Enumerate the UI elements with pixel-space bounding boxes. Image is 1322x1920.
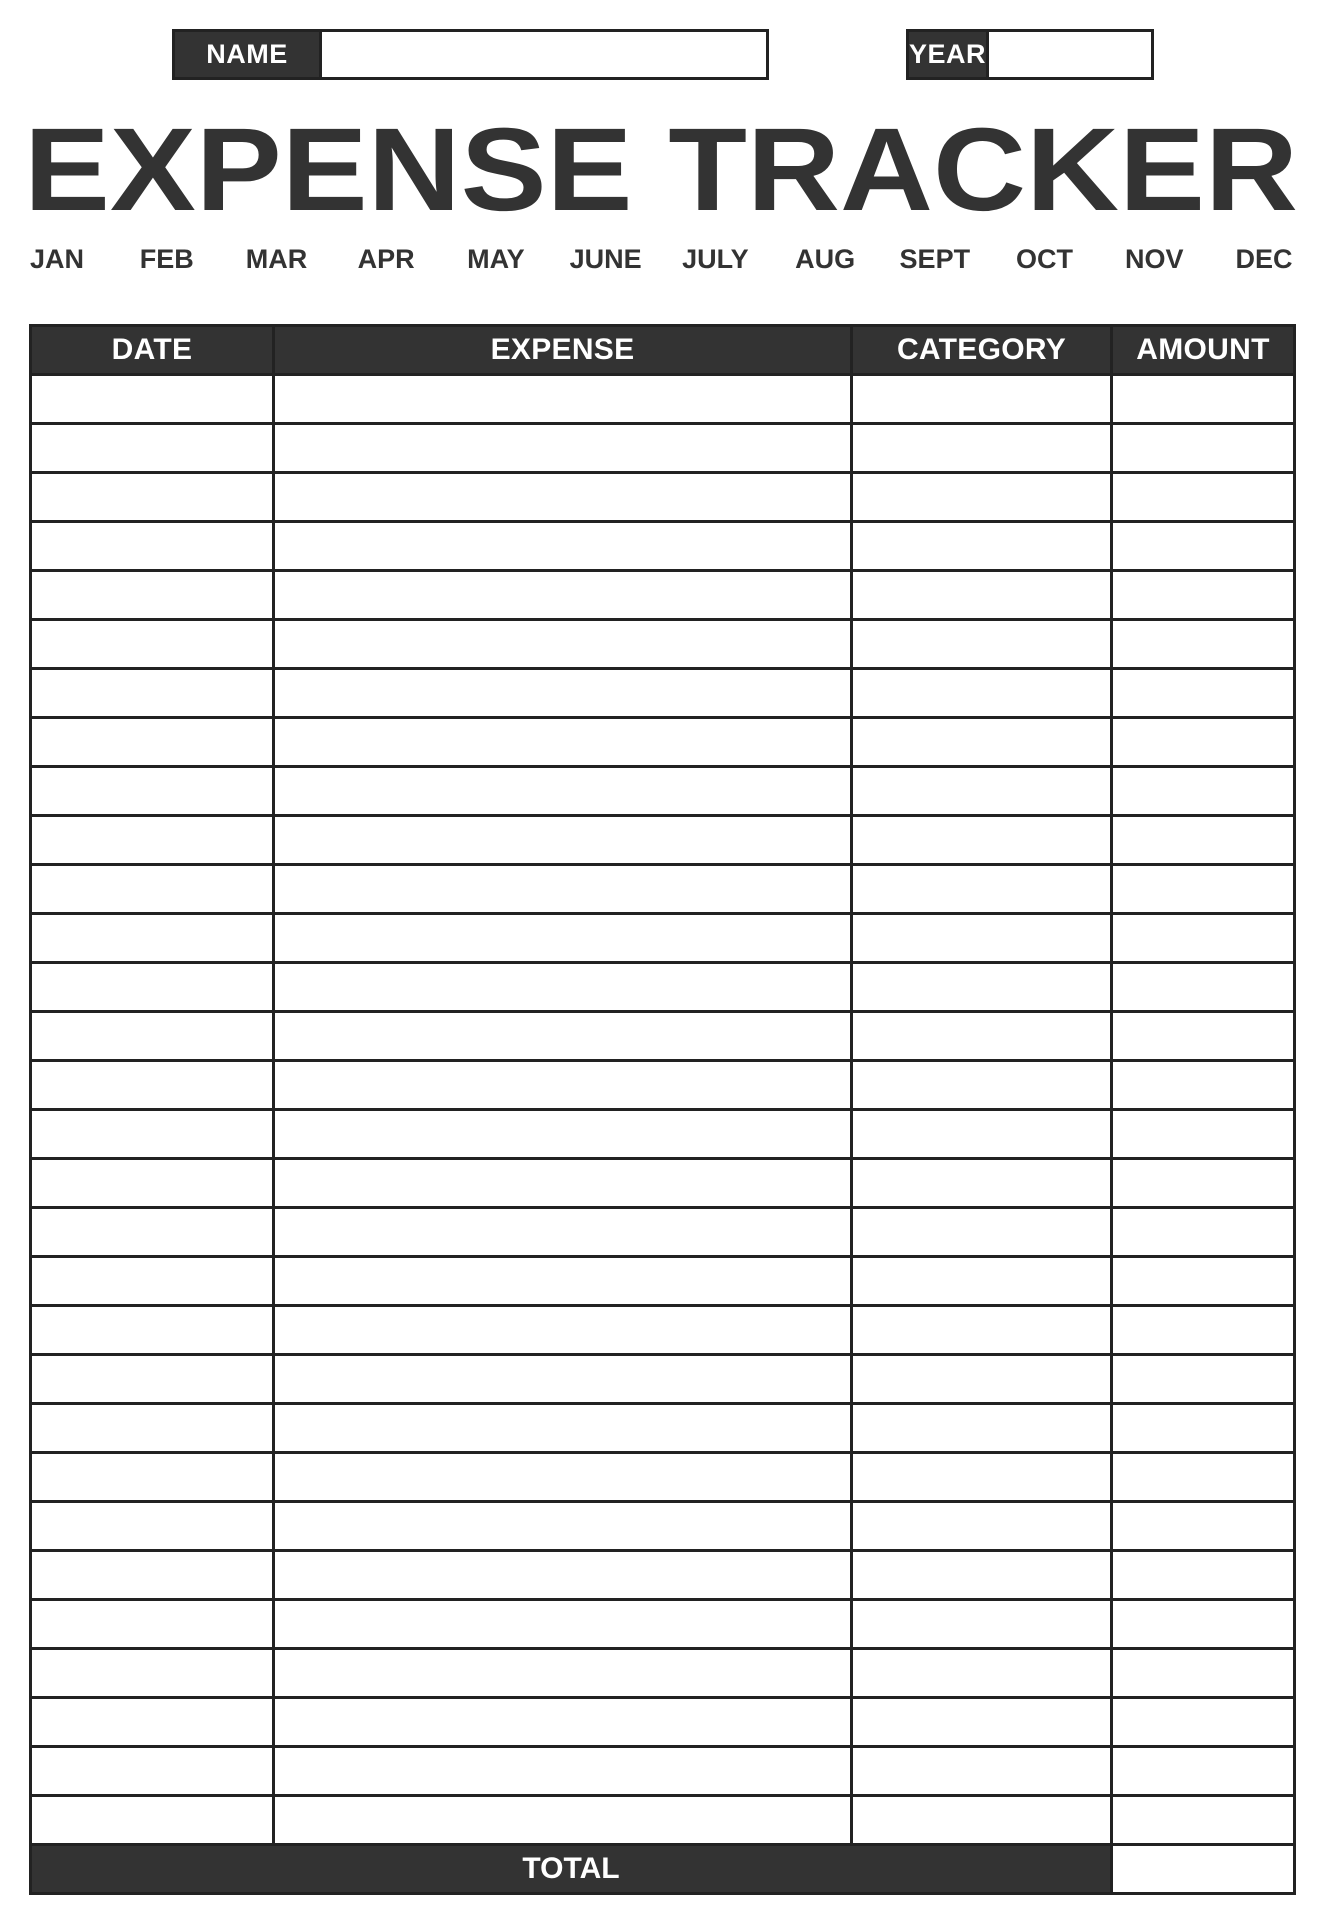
expense-cell[interactable]	[274, 1208, 852, 1257]
amount-cell[interactable]	[1112, 1453, 1295, 1502]
amount-cell[interactable]	[1112, 1306, 1295, 1355]
category-cell[interactable]	[852, 1502, 1112, 1551]
expense-cell[interactable]	[274, 1061, 852, 1110]
month-july[interactable]: JULY	[682, 244, 749, 274]
expense-cell[interactable]	[274, 1796, 852, 1845]
amount-cell[interactable]	[1112, 375, 1295, 424]
table-row	[31, 1649, 1295, 1698]
date-cell[interactable]	[31, 914, 274, 963]
amount-cell[interactable]	[1112, 473, 1295, 522]
category-cell[interactable]	[852, 963, 1112, 1012]
category-cell[interactable]	[852, 1600, 1112, 1649]
table-row	[31, 963, 1295, 1012]
amount-cell[interactable]	[1112, 1159, 1295, 1208]
table-row	[31, 620, 1295, 669]
table-row	[31, 1257, 1295, 1306]
month-june[interactable]: JUNE	[569, 244, 642, 274]
date-cell[interactable]	[31, 1698, 274, 1747]
month-mar[interactable]: MAR	[245, 244, 308, 274]
category-cell[interactable]	[852, 1110, 1112, 1159]
month-selector	[22, 244, 1300, 288]
amount-cell[interactable]	[1112, 669, 1295, 718]
amount-cell[interactable]	[1112, 1551, 1295, 1600]
category-cell[interactable]	[852, 1306, 1112, 1355]
date-cell[interactable]	[31, 1747, 274, 1796]
expense-cell[interactable]	[274, 669, 852, 718]
date-cell[interactable]	[31, 1257, 274, 1306]
expense-cell[interactable]	[274, 522, 852, 571]
category-cell[interactable]	[852, 1257, 1112, 1306]
expense-cell[interactable]	[274, 620, 852, 669]
expense-cell[interactable]	[274, 718, 852, 767]
table-row	[31, 1600, 1295, 1649]
year-field	[906, 29, 1154, 80]
date-cell[interactable]	[31, 1796, 274, 1845]
table-row	[31, 375, 1295, 424]
expense-cell[interactable]	[274, 767, 852, 816]
amount-cell[interactable]	[1112, 1600, 1295, 1649]
month-dec[interactable]: DEC	[1235, 244, 1293, 274]
table-row	[31, 1306, 1295, 1355]
table-row	[31, 1404, 1295, 1453]
table-row	[31, 1110, 1295, 1159]
table-row	[31, 718, 1295, 767]
expense-cell[interactable]	[274, 1306, 852, 1355]
date-cell[interactable]	[31, 1355, 274, 1404]
expense-cell[interactable]	[274, 1698, 852, 1747]
page-title-graphic	[24, 110, 1298, 240]
amount-cell[interactable]	[1112, 1110, 1295, 1159]
name-label: NAME	[175, 32, 322, 77]
category-cell[interactable]	[852, 424, 1112, 473]
amount-cell[interactable]	[1112, 963, 1295, 1012]
category-cell[interactable]	[852, 1061, 1112, 1110]
amount-cell[interactable]	[1112, 914, 1295, 963]
category-cell[interactable]	[852, 767, 1112, 816]
date-cell[interactable]	[31, 473, 274, 522]
date-cell[interactable]	[31, 1061, 274, 1110]
column-header-expense: EXPENSE	[274, 326, 852, 375]
expense-cell[interactable]	[274, 1159, 852, 1208]
amount-cell[interactable]	[1112, 1502, 1295, 1551]
total-row	[31, 1845, 1295, 1894]
table-row	[31, 1747, 1295, 1796]
amount-cell[interactable]	[1112, 1649, 1295, 1698]
expense-cell[interactable]	[274, 424, 852, 473]
expense-cell[interactable]	[274, 1355, 852, 1404]
month-apr[interactable]: APR	[357, 244, 415, 274]
amount-cell[interactable]	[1112, 522, 1295, 571]
expense-cell[interactable]	[274, 473, 852, 522]
expense-cell[interactable]	[274, 1404, 852, 1453]
category-cell[interactable]	[852, 1012, 1112, 1061]
month-oct[interactable]: OCT	[1016, 244, 1074, 274]
category-cell[interactable]	[852, 816, 1112, 865]
expense-cell[interactable]	[274, 1257, 852, 1306]
total-label: TOTAL	[31, 1845, 1112, 1894]
date-cell[interactable]	[31, 1208, 274, 1257]
expense-cell[interactable]	[274, 1600, 852, 1649]
date-cell[interactable]	[31, 1159, 274, 1208]
amount-cell[interactable]	[1112, 718, 1295, 767]
category-cell[interactable]	[852, 620, 1112, 669]
table-row	[31, 1012, 1295, 1061]
category-cell[interactable]	[852, 1453, 1112, 1502]
column-header-date: DATE	[31, 326, 274, 375]
expense-cell[interactable]	[274, 816, 852, 865]
date-cell[interactable]	[31, 816, 274, 865]
amount-cell[interactable]	[1112, 767, 1295, 816]
amount-cell[interactable]	[1112, 1796, 1295, 1845]
category-cell[interactable]	[852, 571, 1112, 620]
date-cell[interactable]	[31, 375, 274, 424]
expense-cell[interactable]	[274, 865, 852, 914]
amount-cell[interactable]	[1112, 1747, 1295, 1796]
date-cell[interactable]	[31, 865, 274, 914]
date-cell[interactable]	[31, 1551, 274, 1600]
amount-cell[interactable]	[1112, 424, 1295, 473]
amount-cell[interactable]	[1112, 1404, 1295, 1453]
amount-cell[interactable]	[1112, 571, 1295, 620]
month-sept[interactable]: SEPT	[899, 244, 971, 274]
table-row	[31, 571, 1295, 620]
expense-cell[interactable]	[274, 1012, 852, 1061]
table-row	[31, 1355, 1295, 1404]
expense-cell[interactable]	[274, 1747, 852, 1796]
expense-cell[interactable]	[274, 571, 852, 620]
amount-cell[interactable]	[1112, 620, 1295, 669]
column-header-amount: AMOUNT	[1112, 326, 1295, 375]
category-cell[interactable]	[852, 375, 1112, 424]
category-cell[interactable]	[852, 1208, 1112, 1257]
table-header-row	[31, 326, 1295, 375]
expense-cell[interactable]	[274, 1649, 852, 1698]
date-cell[interactable]	[31, 1453, 274, 1502]
month-feb[interactable]: FEB	[139, 244, 194, 274]
amount-cell[interactable]	[1112, 1257, 1295, 1306]
category-cell[interactable]	[852, 1698, 1112, 1747]
table-row	[31, 1453, 1295, 1502]
table-row	[31, 1796, 1295, 1845]
category-cell[interactable]	[852, 1649, 1112, 1698]
amount-cell[interactable]	[1112, 1012, 1295, 1061]
category-cell[interactable]	[852, 865, 1112, 914]
date-cell[interactable]	[31, 1600, 274, 1649]
expense-cell[interactable]	[274, 1551, 852, 1600]
date-cell[interactable]	[31, 1404, 274, 1453]
table-row	[31, 1551, 1295, 1600]
name-input[interactable]	[322, 32, 766, 77]
month-nov[interactable]: NOV	[1125, 244, 1184, 274]
category-cell[interactable]	[852, 669, 1112, 718]
date-cell[interactable]	[31, 1649, 274, 1698]
table-row	[31, 1698, 1295, 1747]
expense-cell[interactable]	[274, 1453, 852, 1502]
category-cell[interactable]	[852, 1551, 1112, 1600]
date-cell[interactable]	[31, 571, 274, 620]
category-cell[interactable]	[852, 1404, 1112, 1453]
category-cell[interactable]	[852, 914, 1112, 963]
date-cell[interactable]	[31, 1110, 274, 1159]
date-cell[interactable]	[31, 1502, 274, 1551]
year-input[interactable]	[989, 32, 1319, 77]
category-cell[interactable]	[852, 473, 1112, 522]
amount-cell[interactable]	[1112, 1208, 1295, 1257]
expense-cell[interactable]	[274, 375, 852, 424]
category-cell[interactable]	[852, 1747, 1112, 1796]
table-row	[31, 522, 1295, 571]
category-cell[interactable]	[852, 1796, 1112, 1845]
expense-cell[interactable]	[274, 914, 852, 963]
table-row	[31, 914, 1295, 963]
category-cell[interactable]	[852, 1159, 1112, 1208]
amount-cell[interactable]	[1112, 1355, 1295, 1404]
name-field	[172, 29, 769, 80]
expense-cell[interactable]	[274, 1110, 852, 1159]
table-row	[31, 1061, 1295, 1110]
amount-cell[interactable]	[1112, 865, 1295, 914]
table-row	[31, 473, 1295, 522]
date-cell[interactable]	[31, 718, 274, 767]
amount-cell[interactable]	[1112, 816, 1295, 865]
expense-cell[interactable]	[274, 963, 852, 1012]
date-cell[interactable]	[31, 767, 274, 816]
table-row	[31, 424, 1295, 473]
year-label: YEAR	[909, 32, 989, 77]
month-jan[interactable]: JAN	[29, 244, 85, 274]
category-cell[interactable]	[852, 718, 1112, 767]
table-row	[31, 1502, 1295, 1551]
page-title-text: EXPENSE TRACKER	[24, 110, 1298, 236]
table-row	[31, 816, 1295, 865]
date-cell[interactable]	[31, 1306, 274, 1355]
month-may[interactable]: MAY	[467, 244, 525, 274]
date-cell[interactable]	[31, 620, 274, 669]
date-cell[interactable]	[31, 522, 274, 571]
total-amount-cell[interactable]	[1112, 1845, 1295, 1894]
expense-cell[interactable]	[274, 1502, 852, 1551]
amount-cell[interactable]	[1112, 1061, 1295, 1110]
page-title	[24, 110, 1298, 240]
category-cell[interactable]	[852, 522, 1112, 571]
amount-cell[interactable]	[1112, 1698, 1295, 1747]
table-row	[31, 1208, 1295, 1257]
table-row	[31, 669, 1295, 718]
table-body	[31, 375, 1295, 1845]
date-cell[interactable]	[31, 669, 274, 718]
column-header-category: CATEGORY	[852, 326, 1112, 375]
table-row	[31, 767, 1295, 816]
table-row	[31, 1159, 1295, 1208]
table-row	[31, 865, 1295, 914]
date-cell[interactable]	[31, 963, 274, 1012]
category-cell[interactable]	[852, 1355, 1112, 1404]
date-cell[interactable]	[31, 1012, 274, 1061]
date-cell[interactable]	[31, 424, 274, 473]
expense-table	[29, 324, 1296, 1895]
month-aug[interactable]: AUG	[795, 244, 856, 274]
